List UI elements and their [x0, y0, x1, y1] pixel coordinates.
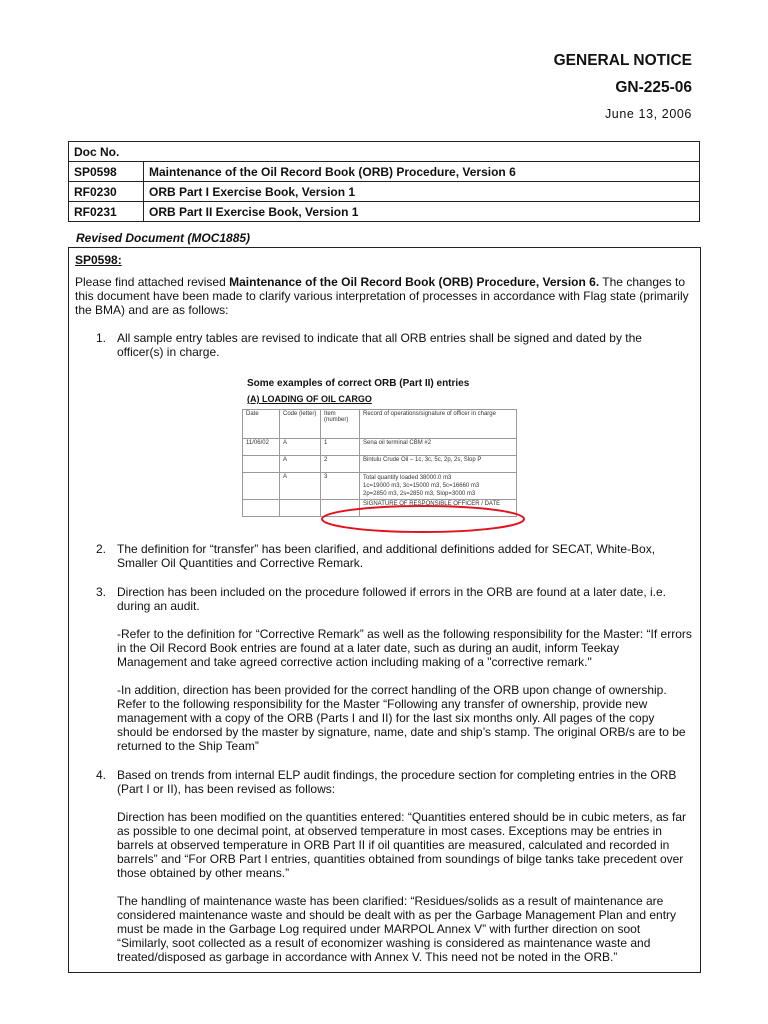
- doc-code: SP0598: [69, 162, 144, 182]
- doc-title: ORB Part II Exercise Book, Version 1: [144, 202, 700, 222]
- sample-entry-table: [242, 409, 517, 517]
- intro-paragraph: [75, 275, 693, 317]
- figure-cell-date: 11/06/02: [243, 439, 280, 456]
- table-row: [243, 473, 517, 500]
- notice-title: GENERAL NOTICE: [553, 52, 692, 69]
- doc-table-header: Doc No.: [69, 142, 700, 162]
- figure-header-item: Item (number): [321, 410, 360, 439]
- figure-cell-code: [280, 500, 321, 517]
- figure-title: Some examples of correct ORB (Part II) entries: [247, 378, 470, 389]
- section-heading: SP0598:: [75, 253, 122, 267]
- figure-cell-date: [243, 456, 280, 473]
- table-row: [243, 410, 517, 439]
- list-number: 3.: [96, 585, 107, 599]
- list-item: The definition for “transfer” has been clarified, and additional definitions added for SECAT, White-Box, Smaller Oil Quantities and Corrective Remark.: [117, 542, 656, 570]
- doc-code: RF0231: [69, 202, 144, 222]
- intro-text: Please find attached revised: [75, 275, 230, 289]
- revised-document-label: Revised Document (MOC1885): [76, 231, 251, 245]
- figure-header-record: Record of operations/signature of officer in charge: [360, 410, 517, 439]
- list-number: 1.: [96, 331, 107, 345]
- figure-cell-item: 2: [321, 456, 360, 473]
- list-item: All sample entry tables are revised to indicate that all ORB entries shall be signed and dated by the officer(s) in charge.: [117, 331, 642, 359]
- figure-cell-code: A: [280, 439, 321, 456]
- intro-text-continued: The changes to this document have been made to clarify various interpretation of processes in accordance with Flag state (primarily the BMA) and are as follows:: [75, 275, 689, 317]
- list-number: 4.: [96, 768, 107, 782]
- doc-code: RF0230: [69, 182, 144, 202]
- figure-header-code: Code (letter): [280, 410, 321, 439]
- figure-cell-signature: SIGNATURE OF RESPONSIBLE OFFICER / DATE: [360, 500, 517, 517]
- doc-title: ORB Part I Exercise Book, Version 1: [144, 182, 700, 202]
- item3-paragraph-2: -In addition, direction has been provided for the correct handling of the ORB upon change of ownership. Refer to the following responsibility for the Master “Following any transfer of ownership, provide new management with a copy of the ORB (Parts I and II) for the last six months only. All pages of the copy should be endorsed by the master by signature, name, date and ship’s stamp. The original ORB/s are to be returned to the Ship Team”: [117, 683, 686, 753]
- list-number: 2.: [96, 542, 107, 556]
- table-row: [243, 439, 517, 456]
- figure-cell-date: [243, 473, 280, 500]
- doc-table: [68, 141, 700, 222]
- figure-cell-date: [243, 500, 280, 517]
- figure-header-date: Date: [243, 410, 280, 439]
- item3-paragraph-1: -Refer to the definition for “Corrective Remark” as well as the following responsibility for the Master: “If errors in the Oil Record Book entries are found at a later date, such as during an audit, inform Teekay Management and take agreed corrective action including making of a "corrective remark.": [117, 627, 692, 669]
- notice-number: GN-225-06: [615, 79, 692, 96]
- notice-date: June 13, 2006: [604, 107, 692, 121]
- figure-subtitle: (A) LOADING OF OIL CARGO: [247, 394, 372, 404]
- figure-cell-code: A: [280, 456, 321, 473]
- figure-cell-record: Sena oil terminal CBM #2: [360, 439, 517, 456]
- figure-cell-record: Bintulu Crude Oil – 1c, 3c, 5c, 2p, 2s, Slop P: [360, 456, 517, 473]
- doc-table-header-row: [69, 142, 700, 162]
- list-item: Based on trends from internal ELP audit findings, the procedure section for completing entries in the ORB (Part I or II), has been revised as follows:: [117, 768, 677, 796]
- table-row: [69, 162, 700, 182]
- doc-title: Maintenance of the Oil Record Book (ORB) Procedure, Version 6: [144, 162, 700, 182]
- figure-cell-item: 3: [321, 473, 360, 500]
- highlight-ellipse: [322, 506, 524, 532]
- item4-paragraph-1: Direction has been modified on the quantities entered: “Quantities entered should be in cubic meters, as far as possible to one decimal point, at observed temperature in most cases. Exceptions may be entries in barrels at observed temperature in ORB Part II if oil quantities are measured, calculated and recorded in barrels” and “For ORB Part I entries, quantities obtained from soundings of bilge tanks take precedent over those obtained by other means.”: [117, 810, 686, 880]
- table-row: [69, 202, 700, 222]
- table-row: [69, 182, 700, 202]
- table-row: [243, 456, 517, 473]
- intro-doc-title: Maintenance of the Oil Record Book (ORB) Procedure, Version 6.: [229, 275, 600, 289]
- figure-cell-record: Total quantity loaded 38000.0 m3 1c=19000 m3, 3c=15000 m3, 5c=16660 m3 2p=2850 m3, 2s=2850 m3, Slop=3000 m3: [360, 473, 517, 500]
- list-item: Direction has been included on the procedure followed if errors in the ORB are found at a later date, i.e. during an audit.: [117, 585, 666, 613]
- item4-paragraph-2: The handling of maintenance waste has been clarified: “Residues/solids as a result of maintenance are considered maintenance waste and should be dealt with as per the Garbage Management Plan and entry must be made in the Garbage Log required under MARPOL Annex V” with further direction on soot “Similarly, soot collected as a result of economizer washing is considered as maintenance waste and treated/disposed as garbage in accordance with Annex V. This need not be noted in the ORB.”: [117, 894, 677, 964]
- figure-cell-item: 1: [321, 439, 360, 456]
- signature-highlight-ellipse: [318, 502, 528, 536]
- figure-cell-code: A: [280, 473, 321, 500]
